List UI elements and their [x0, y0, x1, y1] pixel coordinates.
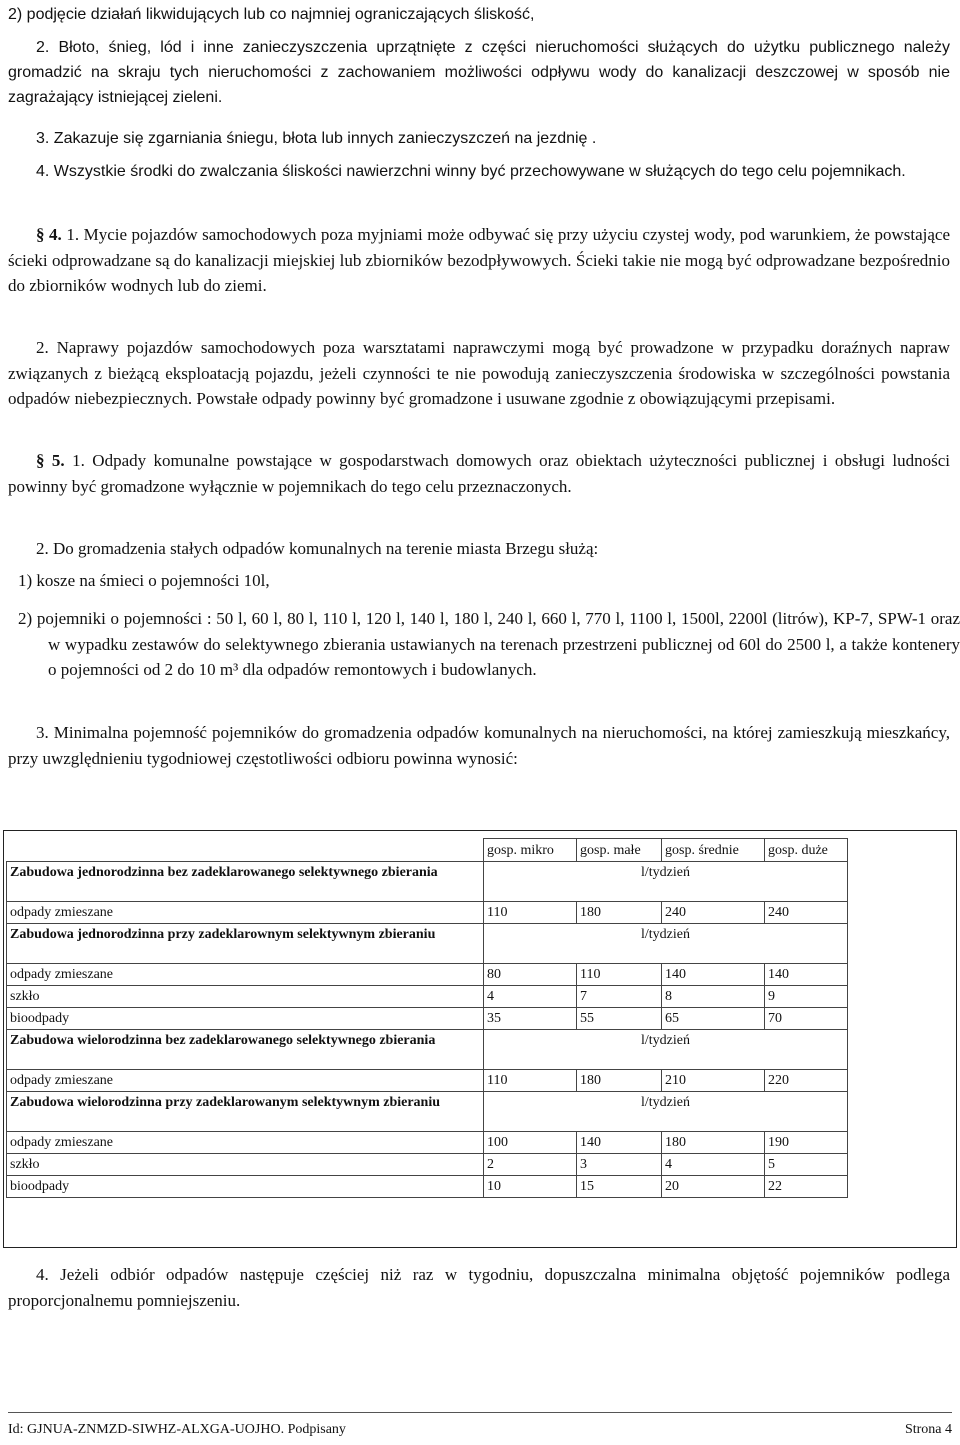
row-label: bioodpady	[7, 1008, 484, 1030]
table-cell: 2	[484, 1154, 577, 1176]
table-cell: 8	[662, 986, 765, 1008]
table-cell: 7	[577, 986, 662, 1008]
table-cell: 140	[765, 964, 848, 986]
table-row	[7, 1176, 848, 1198]
list-item-kosze: 1) kosze na śmieci o pojemności 10l,	[18, 571, 270, 590]
table-cell: 70	[765, 1008, 848, 1030]
column-header: gosp. średnie	[662, 839, 765, 862]
row-label: bioodpady	[7, 1176, 484, 1198]
table-cell: 110	[484, 1070, 577, 1092]
table-group-row	[7, 1092, 848, 1132]
odpady-komunalne-text: 1. Odpady komunalne powstające w gospodarstwach domowych oraz obiektach użyteczności publicznej i obsługi ludności powinny być gromadzone wyłącznie w pojemnikach do tego celu przeznaczonych.	[8, 451, 951, 496]
table-header-row	[7, 839, 848, 862]
table-cell: 140	[662, 964, 765, 986]
table-cell: 65	[662, 1008, 765, 1030]
table-cell: 210	[662, 1070, 765, 1092]
table-row	[7, 902, 848, 924]
table-group-row	[7, 924, 848, 964]
unit-label: l/tydzień	[484, 1092, 848, 1132]
paragraph-srodki-zwalczania: 4. Wszystkie środki do zwalczania śliskości nawierzchni winny być przechowywane w służących do tego celu pojemnikach.	[36, 163, 906, 180]
section-5-paragraph-4: 4. Jeżeli odbiór odpadów następuje częściej niż raz w tygodniu, dopuszczalna minimalna objętość pojemników podlega proporcjonalnemu pomniejszeniu.	[8, 1265, 950, 1310]
table-cell: 180	[577, 902, 662, 924]
group-title: Zabudowa jednorodzinna bez zadeklarowanego selektywnego zbierania	[10, 865, 438, 880]
table-cell: 4	[484, 986, 577, 1008]
table-cell: 35	[484, 1008, 577, 1030]
table-cell: 4	[662, 1154, 765, 1176]
table-cell: 110	[577, 964, 662, 986]
table-group-row	[7, 1030, 848, 1070]
column-header: gosp. mikro	[484, 839, 577, 862]
table-row	[7, 964, 848, 986]
table-cell: 15	[577, 1176, 662, 1198]
row-label: szkło	[7, 1154, 484, 1176]
table-cell: 180	[577, 1070, 662, 1092]
footer-divider	[8, 1412, 952, 1413]
section-4-paragraph-2: 2. Naprawy pojazdów samochodowych poza warsztatami naprawczymi mogą być prowadzone w przypadku doraźnych napraw związanych z bieżącą eksploatacją pojazdu, jeżeli czynności te nie powodują zanieczyszczenia środowiska w szczególności powstania odpadów niebezpiecznych. Powstałe odpady powinny być gromadzone i usuwane zgodnie z obowiązującymi przepisami.	[8, 338, 950, 408]
section-4-number: § 4.	[36, 225, 62, 244]
footer-page-number: Strona 4	[904, 1422, 952, 1437]
table-cell: 220	[765, 1070, 848, 1092]
footer-document-id: Id: GJNUA-ZNMZD-SIWHZ-ALXGA-UOJHO. Podpisany	[8, 1422, 346, 1437]
paragraph-likwidacja-sliskosci: 2) podjęcie działań likwidujących lub co najmniej ograniczających śliskość,	[8, 6, 535, 23]
row-label: odpady zmieszane	[7, 902, 484, 924]
group-title: Zabudowa jednorodzinna przy zadeklarownym selektywnym zbieraniu	[10, 927, 436, 942]
table-row	[7, 1132, 848, 1154]
table-cell: 20	[662, 1176, 765, 1198]
section-5-number: § 5.	[36, 451, 65, 470]
section-5-paragraph-3: 3. Minimalna pojemność pojemników do gromadzenia odpadów komunalnych na nieruchomości, na której zamieszkują mieszkańcy, przy uwzględnieniu tygodniowej częstotliwości odbioru powinna wynosić:	[8, 723, 950, 768]
table-cell: 9	[765, 986, 848, 1008]
table-cell: 55	[577, 1008, 662, 1030]
section-5-paragraph-2: 2. Do gromadzenia stałych odpadów komunalnych na terenie miasta Brzegu służą:	[36, 539, 599, 558]
unit-label: l/tydzień	[484, 924, 848, 964]
section-4-paragraph-1	[8, 222, 950, 299]
table-cell: 110	[484, 902, 577, 924]
table-cell: 3	[577, 1154, 662, 1176]
column-header: gosp. duże	[765, 839, 848, 862]
table-cell: 190	[765, 1132, 848, 1154]
paragraph-zakaz-zgarniania: 3. Zakazuje się zgarniania śniegu, błota lub innych zanieczyszczeń na jezdnię .	[36, 130, 597, 147]
row-label: odpady zmieszane	[7, 1132, 484, 1154]
column-header: gosp. małe	[577, 839, 662, 862]
list-item-pojemniki: 2) pojemniki o pojemności : 50 l, 60 l, 80 l, 110 l, 120 l, 140 l, 180 l, 240 l, 660 l, 770 l, 1100 l, 1500l, 2200l (litrów), KP-7, SPW-1 oraz w wypadku zestawów do selektywnego zbierania ustawianych na terenach przestrzeni publicznej od 60l do 2500 l, a także kontenery o pojemności od 2 do 10 m³ dla odpadów remontowych i budowlanych.	[18, 609, 960, 679]
table-cell: 240	[765, 902, 848, 924]
table-row	[7, 986, 848, 1008]
unit-label: l/tydzień	[484, 1030, 848, 1070]
unit-label: l/tydzień	[484, 862, 848, 902]
table-cell: 100	[484, 1132, 577, 1154]
table-row	[7, 1070, 848, 1092]
group-title: Zabudowa wielorodzinna bez zadeklarowanego selektywnego zbierania	[10, 1033, 436, 1048]
table-cell: 10	[484, 1176, 577, 1198]
table-cell: 5	[765, 1154, 848, 1176]
table-cell: 240	[662, 902, 765, 924]
table-cell: 22	[765, 1176, 848, 1198]
capacity-table	[6, 838, 848, 1198]
paragraph-bloto-snieg: 2. Błoto, śnieg, lód i inne zanieczyszczenia uprzątnięte z części nieruchomości służących do użytku publicznego należy gromadzić na skraju tych nieruchomości z zachowaniem możliwości odpływu wody do kanalizacji deszczowej w sposób nie zagrażający istniejącej zieleni.	[8, 39, 950, 106]
row-label: odpady zmieszane	[7, 1070, 484, 1092]
section-5-paragraph-1	[8, 448, 950, 499]
table-row	[7, 1154, 848, 1176]
table-cell: 140	[577, 1132, 662, 1154]
table-group-row	[7, 862, 848, 902]
table-cell: 80	[484, 964, 577, 986]
row-label: odpady zmieszane	[7, 964, 484, 986]
row-label: szkło	[7, 986, 484, 1008]
group-title: Zabudowa wielorodzinna przy zadeklarowanym selektywnym zbieraniu	[10, 1095, 441, 1110]
mycie-pojazdow-text: 1. Mycie pojazdów samochodowych poza myjniami może odbywać się przy użyciu czystej wody, pod warunkiem, że powstające ścieki odprowadzane są do kanalizacji miejskiej lub zbiorników bezodpływowych. Ścieki takie nie mogą być odprowadzane bezpośrednio do zbiorników wodnych lub do ziemi.	[8, 225, 951, 295]
table-cell: 180	[662, 1132, 765, 1154]
table-row	[7, 1008, 848, 1030]
